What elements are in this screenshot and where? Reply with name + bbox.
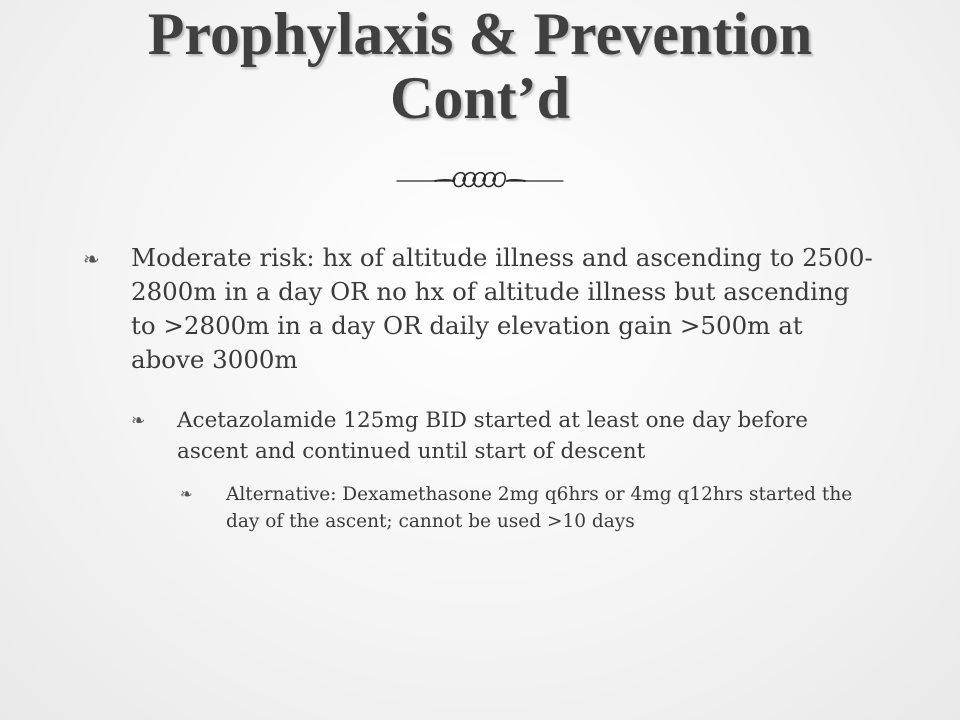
floral-heart-bullet-icon: ❧ xyxy=(83,247,100,271)
floral-heart-bullet-icon: ❧ xyxy=(131,411,146,431)
floral-heart-bullet-icon: ❧ xyxy=(180,485,193,503)
bullet-text-alternative: Alternative: Dexamethasone 2mg q6hrs or 4mg q12hrs started the day of the ascent; cannot be used >10 days xyxy=(226,484,853,532)
scroll-ornament-divider-icon xyxy=(395,166,565,196)
bullet-text-acetazolamide: Acetazolamide 125mg BID started at least one day before ascent and continued until start of descent xyxy=(177,408,808,464)
slide-title-line-2: Cont’d xyxy=(389,65,571,131)
bullet-text-moderate-risk: Moderate risk: hx of altitude illness and ascending to 2500-2800m in a day OR no hx of altitude illness but ascending to >2800m in a day OR daily elevation gain >500m at above 3000m xyxy=(131,243,873,374)
slide-title xyxy=(0,2,960,130)
slide-title-line-1: Prophylaxis & Prevention xyxy=(147,1,813,67)
